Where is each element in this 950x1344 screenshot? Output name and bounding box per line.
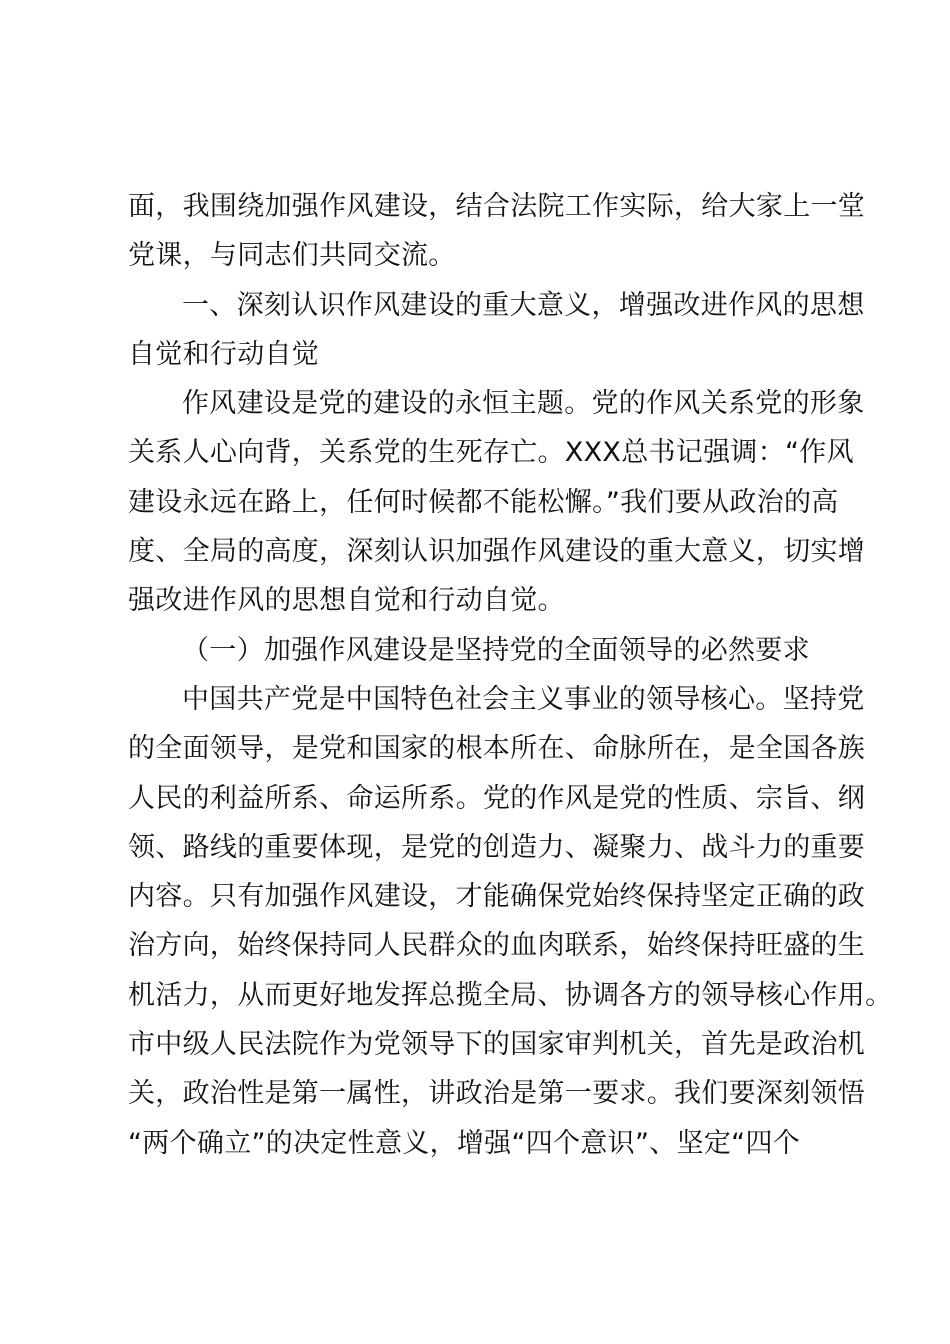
text-line: 面，我围绕加强作风建设，结合法院工作实际，给大家上一堂 <box>128 191 866 222</box>
text-line: 人民的利益所系、命运所系。党的作风是党的性质、宗旨、纲 <box>128 782 866 814</box>
text-line: 的全面领导，是党和国家的根本所在、命脉所在，是全国各族 <box>128 733 866 765</box>
text-line: 建设永远在路上，任何时候都不能松懈。”我们要从政治的高 <box>128 486 839 518</box>
section-heading-continued: 自觉和行动自觉 <box>128 338 320 370</box>
text-line: 关，政治性是第一属性，讲政治是第一要求。我们要深刻领悟 <box>128 1078 866 1110</box>
text-line: 市中级人民法院作为党领导下的国家审判机关，首先是政治机 <box>128 1029 866 1061</box>
text-line: 机活力，从而更好地发挥总揽全局、协调各方的领导核心作用。 <box>128 979 893 1011</box>
text-line: 党课，与同志们共同交流。 <box>128 240 456 272</box>
text-line: 治方向，始终保持同人民群众的血肉联系，始终保持旺盛的生 <box>128 930 866 962</box>
text-line: 强改进作风的思想自觉和行动自觉。 <box>128 585 565 617</box>
text-line: 关系人心向背，关系党的生死存亡。XXX总书记强调：“作风 <box>128 437 854 469</box>
text-line: 领、路线的重要体现，是党的创造力、凝聚力、战斗力的重要 <box>128 831 866 863</box>
text-line: 中国共产党是中国特色社会主义事业的领导核心。坚持党 <box>182 683 865 715</box>
text-line: 作风建设是党的建设的永恒主题。党的作风关系党的形象 <box>182 388 865 420</box>
text-line: “两个确立”的决定性意义，增强“四个意识”、坚定“四个 <box>128 1127 801 1159</box>
text-line: 度、全局的高度，深刻认识加强作风建设的重大意义，切实增 <box>128 536 866 568</box>
subsection-heading: （一）加强作风建设是坚持党的全面领导的必然要求 <box>182 634 810 666</box>
document-body <box>128 182 893 1168</box>
section-heading: 一、深刻认识作风建设的重大意义，增强改进作风的思想 <box>182 289 865 321</box>
text-line: 内容。只有加强作风建设，才能确保党始终保持坚定正确的政 <box>128 881 866 913</box>
